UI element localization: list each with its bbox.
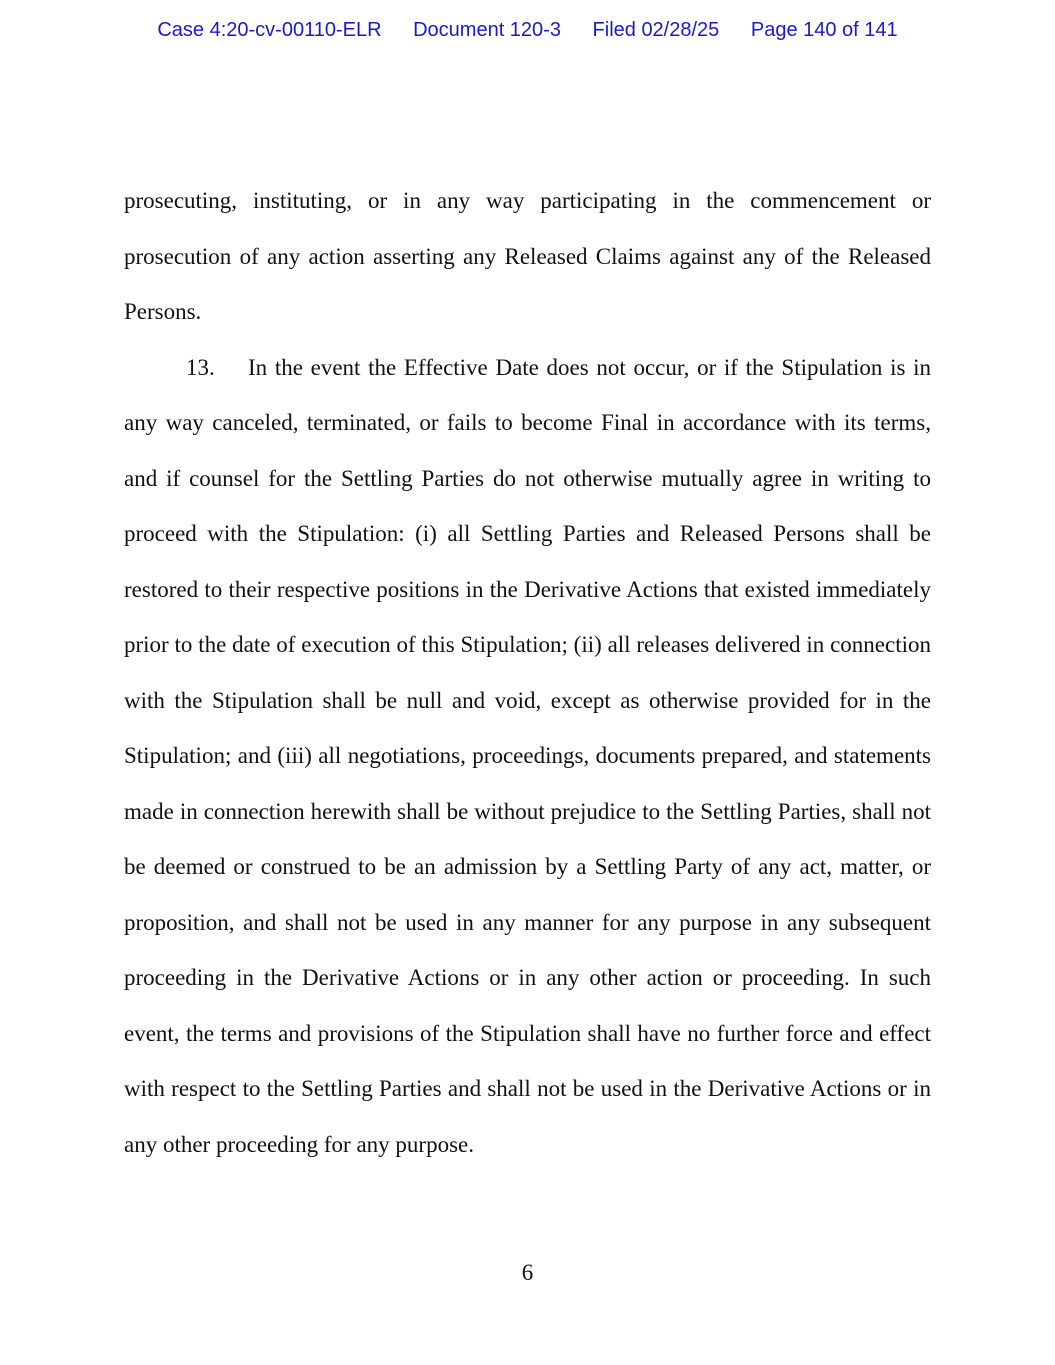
document-number: Document 120-3: [413, 19, 561, 41]
paragraph-13: [124, 340, 931, 1173]
continuation-paragraph: prosecuting, instituting, or in any way participating in the commencement or prosecution of any action asserting any Released Claims against any of the Released Persons.: [124, 188, 931, 324]
filing-header: [0, 19, 1055, 42]
page-number: 6: [521, 1260, 534, 1285]
body-text: [124, 173, 931, 1172]
filed-date: Filed 02/28/25: [592, 19, 720, 41]
paragraph-number: 13.: [186, 354, 215, 380]
case-number: Case 4:20-cv-00110-ELR: [157, 19, 382, 41]
page-indicator: Page 140 of 141: [750, 19, 898, 41]
paragraph-text: In the event the Effective Date does not occur, or if the Stipulation is in any way canceled, terminated, or fails to become Final in accordance with its terms, and if counsel for the Settling Parties do not otherwise mutually agree in writing to proceed with the Stipulation: (i) all Settling Parties and Released Persons shall be restored to their respective positions in the Derivative Actions that existed immediately prior to the date of execution of this Stipulation; (ii) all releases delivered in connection with the Stipulation shall be null and void, except as otherwise provided for in the Stipulation; and (iii) all negotiations, proceedings, documents prepared, and statements made in connection herewith shall be without prejudice to the Settling Parties, shall not be deemed or construed to be an admission by a Settling Party of any act, matter, or proposition, and shall not be used in any manner for any purpose in any subsequent proceeding in the Derivative Actions or in any other action or proceeding. In such event, the terms and provisions of the Stipulation shall have no further force and effect with respect to the Settling Parties and shall not be used in the Derivative Actions or in any other proceeding for any purpose.: [124, 354, 931, 1157]
